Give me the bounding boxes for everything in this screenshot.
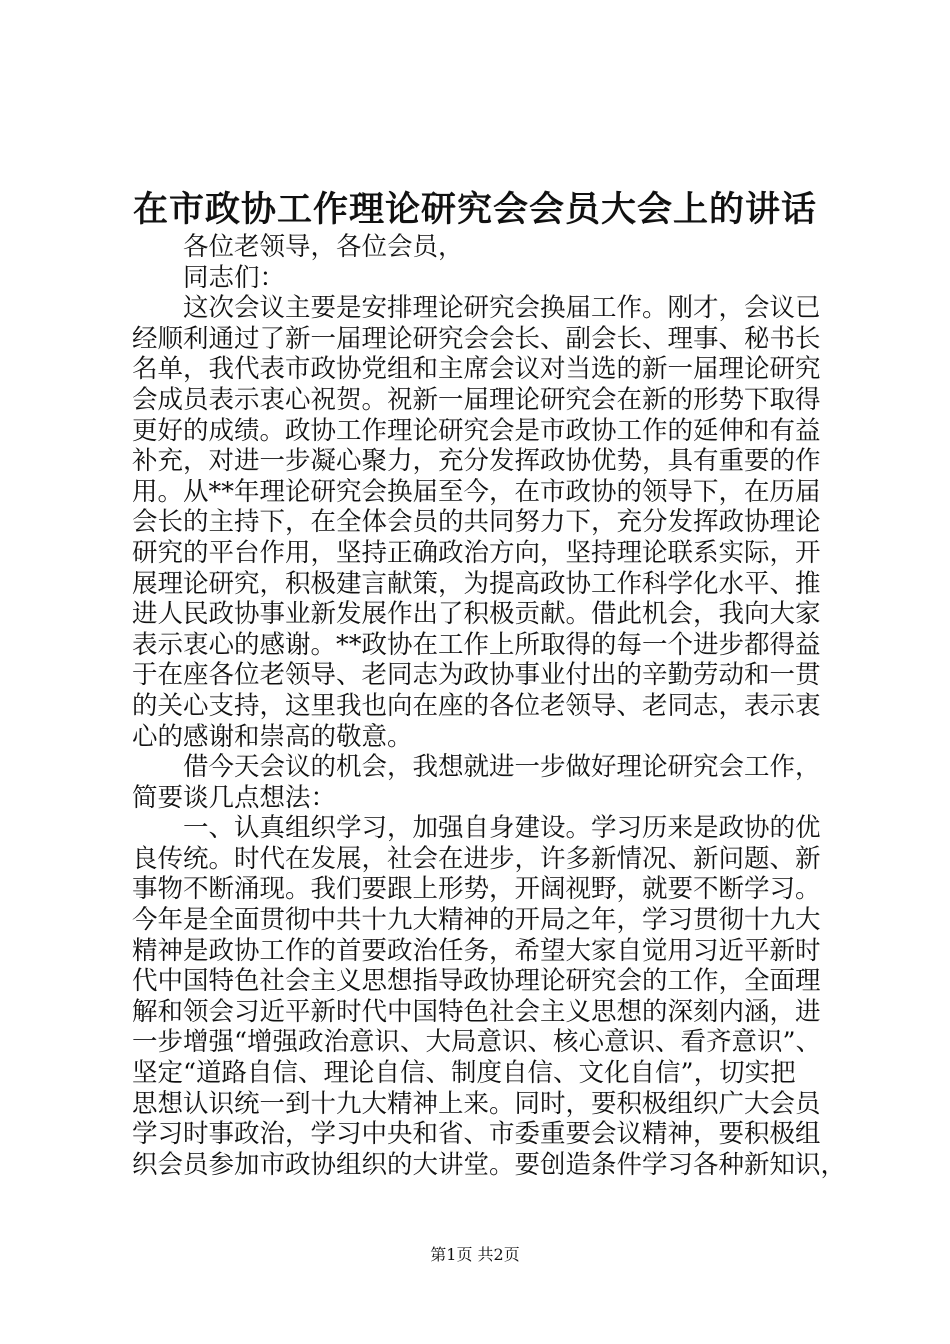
paragraph-line: 展理论研究，积极建言献策，为提高政协工作科学化水平、推 bbox=[132, 568, 821, 599]
paragraph-line: 简要谈几点想法： bbox=[132, 782, 337, 813]
paragraph-line: 表示衷心的感谢。**政协在工作上所取得的每一个进步都得益 bbox=[132, 629, 821, 660]
paragraph-line: 的关心支持，这里我也向在座的各位老领导、老同志，表示衷 bbox=[132, 690, 821, 721]
document-title: 在市政协工作理论研究会会员大会上的讲话 bbox=[132, 189, 817, 230]
document-body bbox=[132, 232, 847, 1180]
paragraph-line: 更好的成绩。政协工作理论研究会是市政协工作的延伸和有益 bbox=[132, 415, 821, 446]
paragraph-line: 良传统。时代在发展，社会在进步，许多新情况、新问题、新 bbox=[132, 843, 821, 874]
paragraph-line: 于在座各位老领导、老同志为政协事业付出的辛勤劳动和一贯 bbox=[132, 660, 821, 691]
paragraph-line: 心的感谢和崇高的敬意。 bbox=[132, 721, 413, 752]
paragraph-line: 借今天会议的机会，我想就进一步做好理论研究会工作， bbox=[183, 752, 821, 783]
paragraph-line: 一步增强“增强政治意识、大局意识、核心意识、看齐意识”、 bbox=[132, 1027, 822, 1058]
paragraph-line: 用。从**年理论研究会换届至今，在市政协的领导下，在历届 bbox=[132, 476, 821, 507]
paragraph-line: 会长的主持下，在全体会员的共同努力下，充分发挥政协理论 bbox=[132, 507, 821, 538]
paragraph-line: 这次会议主要是安排理论研究会换届工作。刚才，会议已 bbox=[183, 293, 821, 324]
page-number-footer: 第1页 共2页 bbox=[430, 1245, 520, 1264]
paragraph-line: 精神是政协工作的首要政治任务，希望大家自觉用习近平新时 bbox=[132, 935, 821, 966]
paragraph-line: 名单，我代表市政协党组和主席会议对当选的新一届理论研究 bbox=[132, 354, 821, 385]
paragraph-line: 思想认识统一到十九大精神上来。同时，要积极组织广大会员 bbox=[132, 1088, 821, 1119]
paragraph-line: 一、认真组织学习，加强自身建设。学习历来是政协的优 bbox=[183, 813, 821, 844]
paragraph-line: 补充，对进一步凝心聚力，充分发挥政协优势，具有重要的作 bbox=[132, 446, 821, 477]
paragraph-line: 进人民政协事业新发展作出了积极贡献。借此机会，我向大家 bbox=[132, 599, 821, 630]
paragraph-line: 会成员表示衷心祝贺。祝新一届理论研究会在新的形势下取得 bbox=[132, 384, 821, 415]
paragraph-line: 今年是全面贯彻中共十九大精神的开局之年，学习贯彻十九大 bbox=[132, 905, 821, 936]
salutation-line: 各位老领导，各位会员， bbox=[183, 232, 464, 262]
paragraph-line: 解和领会习近平新时代中国特色社会主义思想的深刻内涵，进 bbox=[132, 996, 821, 1027]
salutation-line: 同志们： bbox=[183, 262, 286, 293]
paragraph-line: 代中国特色社会主义思想指导政协理论研究会的工作，全面理 bbox=[132, 966, 821, 997]
paragraph-line: 坚定“道路自信、理论自信、制度自信、文化自信”，切实把 bbox=[132, 1058, 796, 1089]
paragraph-line: 学习时事政治，学习中央和省、市委重要会议精神，要积极组 bbox=[132, 1119, 821, 1150]
paragraph-line: 织会员参加市政协组织的大讲堂。要创造条件学习各种新知识， bbox=[132, 1149, 847, 1180]
paragraph-line: 研究的平台作用，坚持正确政治方向，坚持理论联系实际，开 bbox=[132, 537, 821, 568]
paragraph-line: 经顺利通过了新一届理论研究会会长、副会长、理事、秘书长 bbox=[132, 323, 821, 354]
paragraph-line: 事物不断涌现。我们要跟上形势，开阔视野，就要不断学习。 bbox=[132, 874, 821, 905]
